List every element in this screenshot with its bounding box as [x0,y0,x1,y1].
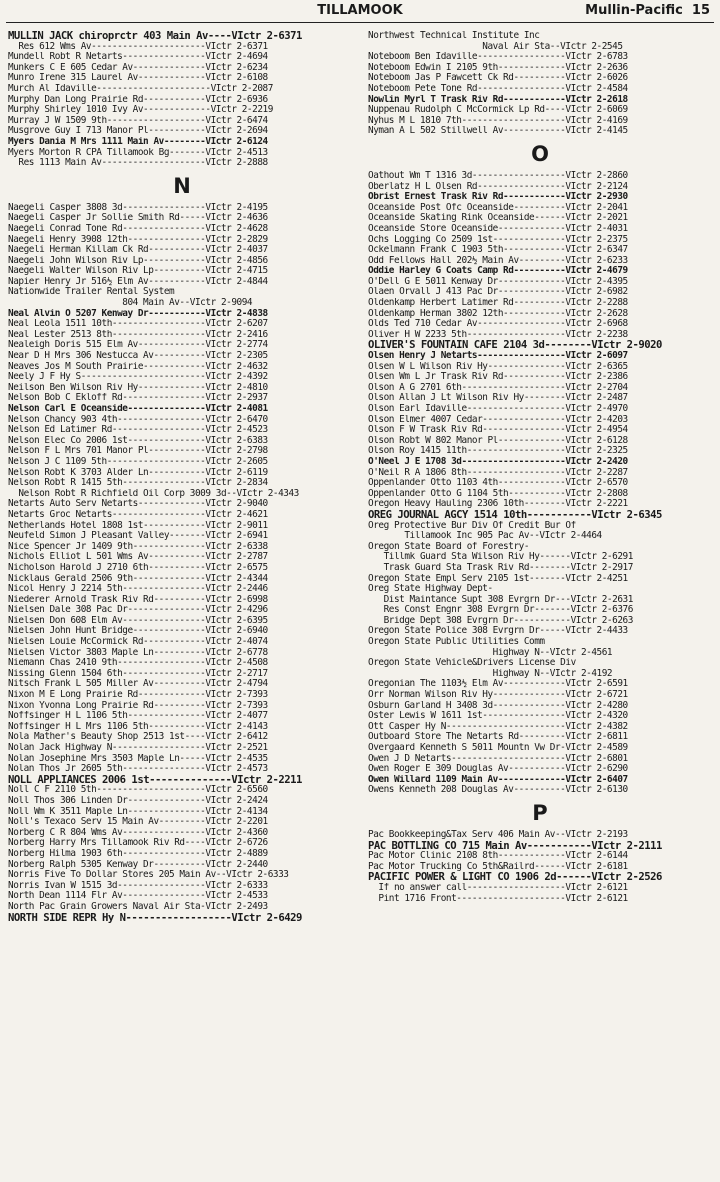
listing-entry: Outboard Store The Netarts Rd---------VIctr 2-6811 [368,732,628,743]
listing-entry: Naegeli Casper 3808 3d----------------VIctr 2-4195 [8,202,268,213]
listing-entry: Olson F W Trask Riv Rd----------------VIctr 2-4954 [368,425,628,436]
header-rule [6,22,714,23]
listing-entry: Noteboom Jas P Fawcett Ck Rd----------VIctr 2-6026 [368,73,628,84]
section-letter-heading: P [532,800,548,825]
listing-entry: Munro Irene 315 Laurel Av-------------VIctr 2-6108 [8,73,268,84]
listing-entry: Nyman A L 502 Stillwell Av------------VIctr 2-4145 [368,126,628,137]
listing-entry: Nelson Carl E Oceanside---------------VIctr 2-4081 [8,404,268,414]
listing-entry: Tillamook Inc 905 Pac Av--VIctr 2-4464 [368,531,602,542]
listing-entry: Naegeli Casper Jr Sollie Smith Rd-----VIctr 2-4636 [8,213,268,224]
listing-entry: Tillmk Guard Sta Wilson Riv Hy------VIctr 2-6291 [368,552,633,563]
listing-entry: Neufeld Simon J Pleasant Valley-------VIctr 2-6941 [8,531,268,542]
listing-entry: Niemann Chas 2410 9th-----------------VIctr 2-4508 [8,658,268,669]
listing-entry: Musgrove Guy I 713 Manor Pl-----------VIctr 2-2694 [8,126,268,137]
listing-entry: Olson Earl Idaville-------------------VIctr 2-4970 [368,404,628,414]
listing-entry: Oregon State Public Utilities Comm [368,637,545,648]
listing-entry: OLIVER'S FOUNTAIN CAFE 2104 3d--------VIctr 2-9020 [368,340,662,352]
listing-entry: Nissing Glenn 1504 6th----------------VIctr 2-2717 [8,668,268,679]
listing-entry: Nicol Henry J 2214 5th----------------VIctr 2-2446 [8,584,268,595]
listing-entry: Neal Alvin O 5207 Kenway Dr-----------VIctr 2-4838 [8,308,268,319]
listing-entry: Murphy Dan Long Prairie Rd------------VIctr 2-6936 [8,94,268,105]
listing-entry: Res 612 Wms Av----------------------VIctr 2-6371 [8,41,268,52]
listing-entry: Mundell Robt R Netarts----------------VIctr 2-4694 [8,52,268,63]
listing-entry: Pac Bookkeeping&Tax Serv 406 Main Av--VIctr 2-2193 [368,829,628,840]
listing-entry: Nelson Elec Co 2006 1st---------------VIctr 2-6383 [8,435,268,446]
listing-entry: PACIFIC POWER & LIGHT CO 1906 2d------VIctr 2-2526 [368,872,662,883]
listing-entry: Nolan Josephine Mrs 3503 Maple Ln-----VIctr 2-4535 [8,753,268,764]
listing-entry: Noll Thos 306 Linden Dr---------------VIctr 2-2424 [8,795,268,806]
listing-entry: Ochs Logging Co 2509 1st--------------VIctr 2-2375 [368,234,628,245]
listing-entry: Nelson Robt K 3703 Alder Ln-----------VIctr 2-6119 [8,467,268,478]
listing-entry: Murphy Shirley 1010 Ivy Av-------------VIctr 2-2219 [8,105,273,116]
listing-entry: O'Neel J E 1708 3d--------------------VIctr 2-2420 [368,456,628,467]
listing-entry: Olsen Wm L Jr Trask Riv Rd------------VIctr 2-2386 [368,372,628,383]
listing-entry: Oldenkamp Herman 3802 12th------------VIctr 2-2628 [368,308,628,319]
right-column [368,31,712,904]
listing-entry: Nolan Thos Jr 2605 5th----------------VIctr 2-4573 [8,764,268,775]
listing-entry: Nice Spencer Jr 1409 9th--------------VIctr 2-6338 [8,541,268,552]
listing-entry: Norberg Ralph 5305 Kenway Dr----------VIctr 2-2440 [8,859,268,870]
listing-entry: Naegeli Henry 3908 12th---------------VIctr 2-2829 [8,234,268,245]
listing-entry: Oregon State Police 308 Evrgrn Dr-----VIctr 2-4433 [368,626,628,637]
listing-entry: Naegeli John Wilson Riv Lp------------VIctr 2-4856 [8,255,268,266]
listing-entry: Olson Allan J Lt Wilson Riv Hy--------VIctr 2-2487 [368,393,628,404]
listing-entry: Olds Ted 710 Cedar Av-----------------VIctr 2-6968 [368,319,628,330]
page-range [585,3,710,18]
listing-entry: Noll Wm K 3511 Maple Ln---------------VIctr 2-4134 [8,806,268,817]
listing-entry: North Dean 1114 Flr Av----------------VIctr 2-4533 [8,891,268,902]
listing-entry: Nicklaus Gerald 2506 9th--------------VIctr 2-4344 [8,573,268,584]
listing-entry: Nelson J C 1109 5th-------------------VIctr 2-2605 [8,456,268,467]
listing-entry: Owen J D Netarts----------------------VIctr 2-6801 [368,753,628,764]
listing-entry: Trask Guard Sta Trask Riv Rd--------VIctr 2-2917 [368,562,633,573]
listing-entry: Odd Fellows Hall 202½ Main Av---------VIctr 2-6233 [368,255,628,266]
listing-entry: Neely J F Hy S------------------------VIctr 2-4392 [8,372,268,383]
listing-entry: Noteboom Edwin I 2105 9th-------------VIctr 2-2636 [368,62,628,73]
listing-entry: Noteboom Pete Tone Rd-----------------VIctr 2-4584 [368,83,628,94]
listing-entry: Highway N--VIctr 2-4192 [368,668,613,679]
listing-entry: Naegeli Herman Killam Ck Rd-----------VIctr 2-4037 [8,245,268,256]
listing-entry: Noffsinger H L 1106 5th---------------VIctr 2-4077 [8,711,268,722]
listing-entry: O'Dell G E 5011 Kenway Dr-------------VIctr 2-4395 [368,276,628,287]
listing-entry: Neal Leola 1511 10th------------------VIctr 2-6207 [8,319,268,330]
listing-entry: Nuppenau Rudolph C McCormick Lp Rd----VIctr 2-6069 [368,105,628,116]
listing-entry: Myers Dania M Mrs 1111 Main Av--------VIctr 2-6124 [8,136,268,147]
listing-entry: Nixon Yvonna Long Prairie Rd----------VIctr 2-7393 [8,700,268,711]
listing-entry: Oberlatz H L Olsen Rd-----------------VIctr 2-2124 [368,181,628,192]
listing-entry: Oathout Wm T 1316 3d------------------VIctr 2-2860 [368,170,628,181]
listing-entry: Nelson Robt R 1415 5th----------------VIctr 2-2834 [8,478,268,489]
listing-entry: Neaves Jos M South Prairie------------VIctr 2-4632 [8,361,268,372]
listing-entry: Norberg Harry Mrs Tillamook Riv Rd----VIctr 2-6726 [8,838,268,849]
listing-entry: Oldenkamp Herbert Latimer Rd----------VIctr 2-2288 [368,298,628,309]
listing-entry: Noteboom Ben Idaville-----------------VIctr 2-6783 [368,52,628,63]
listing-entry: Oppenlander Otto 1103 4th-------------VIctr 2-6570 [368,478,628,489]
listing-entry: Murray J W 1509 9th-------------------VIctr 2-6474 [8,115,268,126]
listing-entry: O'Neil R A 1806 8th-------------------VIctr 2-2287 [368,467,628,478]
listing-entry: Oreg Protective Bur Div Of Credit Bur Of [368,520,576,531]
listing-entry: Ott Casper Hy N-----------------------VIctr 2-4382 [368,721,628,732]
listing-entry: Olsen Henry J Netarts-----------------VIctr 2-6097 [368,351,628,362]
listing-entry: Oregon State Board of Forestry- [368,541,530,552]
section-letter-heading: N [173,173,191,198]
listing-entry: Oregonian The 1103½ Elm Av------------VIctr 2-6591 [368,679,628,690]
listing-entry: Olsen W L Wilson Riv Hy---------------VIctr 2-6365 [368,361,628,372]
listing-entry: Napier Henry Jr 516½ Elm Av-----------VIctr 2-4844 [8,276,268,287]
page-header [6,2,714,22]
listing-entry: NORTH SIDE REPR Hy N------------------VIctr 2-6429 [8,912,302,924]
listing-entry: Olson Robt W 802 Manor Pl-------------VIctr 2-6128 [368,435,628,446]
listing-entry: Nelson Robt R Richfield Oil Corp 3009 3d--VIctr 2-4343 [8,488,299,499]
listing-entry: Neal Lester 2513 8th------------------VIctr 2-2416 [8,329,268,340]
listing-entry: Noffsinger H L Mrs 1106 5th-----------VIctr 2-4143 [8,721,268,732]
listing-entry: Ockelmann Frank C 1903 5th------------VIctr 2-6347 [368,245,628,256]
listing-entry: 804 Main Av--VIctr 2-9094 [8,298,253,309]
listing-entry: Munkers C E 605 Cedar Av--------------VIctr 2-6234 [8,62,268,73]
town-name: TILLAMOOK [317,3,403,18]
listing-entry: Pac Motor Clinic 2108 8th-------------VIctr 2-6144 [368,851,628,862]
listing-entry: Norberg Hilma 1903 6th----------------VIctr 2-4889 [8,848,268,859]
listing-entry: Niederer Arnold Trask Riv Rd----------VIctr 2-6998 [8,594,268,605]
listing-entry: Murch Al Idaville----------------------VIctr 2-2087 [8,83,273,94]
listing-entry: Nyhus M L 1810 7th--------------------VIctr 2-4169 [368,115,628,126]
listing-entry: Nelson Chancy 903 4th-----------------VIctr 2-6470 [8,414,268,425]
listing-entry: Res Const Engnr 308 Evrgrn Dr-------VIctr 2-6376 [368,605,633,616]
listing-entry: Neilson Ben Wilson Riv Hy-------------VIctr 2-4810 [8,382,268,393]
listing-entry: PAC BOTTLING CO 715 Main Av-----------VIctr 2-2111 [368,840,662,852]
listing-entry: Norberg C R 804 Wms Av----------------VIctr 2-4360 [8,827,268,838]
listing-entry: Pac Motor Trucking Co 5th&Railrd------VIctr 2-6181 [368,861,628,872]
listing-entry: Oceanside Store Oceanside-------------VIctr 2-4031 [368,223,628,234]
name-range: Mullin-Pacific [585,3,683,18]
listing-entry: Nelson F L Mrs 701 Manor Pl-----------VIctr 2-2798 [8,446,268,457]
listing-entry: Oceanside Post Ofc Oceanside----------VIctr 2-2041 [368,202,628,213]
listing-entry: Owens Kenneth 208 Douglas Av----------VIctr 2-6130 [368,785,628,796]
listing-entry: Obrist Ernest Trask Riv Rd------------VIctr 2-2930 [368,192,628,203]
listing-entry: North Pac Grain Growers Naval Air Sta-VIctr 2-2493 [8,901,268,912]
listing-entry: Myers Morton R CPA Tillamook Bg-------VIctr 2-4513 [8,147,268,158]
listing-entry: Netarts Groc Netarts------------------VIctr 2-4621 [8,509,268,520]
listing-entry: Norris Ivan W 1515 3d-----------------VIctr 2-6333 [8,880,268,891]
listing-entry: MULLIN JACK chiroprctr 403 Main Av----VIctr 2-6371 [8,31,302,42]
listing-entry: Oster Lewis W 1611 1st----------------VIctr 2-4320 [368,711,628,722]
listing-entry: Olson Elmer 4007 Cedar----------------VIctr 2-4203 [368,414,628,425]
listing-entry: Olaen Orvall J 413 Pac Dr-------------VIctr 2-6982 [368,287,628,298]
listing-entry: Nolan Jack Highway N------------------VIctr 2-2521 [8,743,268,753]
listing-entry: Oregon Heavy Hauling 2306 10th--------VIctr 2-2221 [368,499,628,510]
listing-entry: Nola Mather's Beauty Shop 2513 1st----VIctr 2-6412 [8,732,268,743]
listing-entry: Oliver H W 2233 5th-------------------VIctr 2-2238 [368,329,628,340]
listing-entry: Dist Maintance Supt 308 Evrgrn Dr---VIctr 2-2631 [368,594,633,605]
listing-entry: If no answer call-------------------VIctr 2-6121 [368,882,628,893]
listing-entry: Nitsch Frank L 505 Miller Av----------VIctr 2-4794 [8,679,268,690]
listing-entry: Nationwide Trailer Rental System [8,287,175,298]
listing-entry: OREG JOURNAL AGCY 1514 10th-----------VIctr 2-6345 [368,509,662,521]
listing-entry: Nichols Elliot L 501 Wms Av-----------VIctr 2-2787 [8,552,268,563]
listing-entry: NOLL APPLIANCES 2006 1st--------------VIctr 2-2211 [8,774,302,786]
listing-entry: Nowlin Myrl T Trask Riv Rd------------VIctr 2-2618 [368,94,628,105]
left-column [8,31,356,923]
listing-entry: Oppenlander Otto G 1104 5th-----------VIctr 2-2808 [368,488,628,499]
listing-entry: Owen Willard 1109 Main Av-------------VIctr 2-6407 [368,774,628,785]
listing-entry: Nielsen Dale 308 Pac Dr---------------VIctr 2-4296 [8,605,268,616]
listing-entry: Norris Five To Dollar Stores 205 Main Av--VIctr 2-6333 [8,870,289,881]
listing-entry: Naval Air Sta--VIctr 2-2545 [368,41,623,52]
listing-entry: Orr Norman Wilson Riv Hy--------------VIctr 2-6721 [368,690,628,701]
listing-entry: Naegeli Walter Wilson Riv Lp----------VIctr 2-4715 [8,266,268,277]
listing-entry: Owen Roger E 309 Douglas Av-----------VIctr 2-6290 [368,764,628,775]
listing-entry: Noll C F 2110 5th---------------------VIctr 2-6560 [8,785,268,796]
listing-entry: Oddie Harley G Coats Camp Rd----------VIctr 2-4679 [368,266,628,277]
listing-entry: Nealeigh Doris 515 Elm Av-------------VIctr 2-2774 [8,340,268,351]
listing-entry: Nelson Bob C Ekloff Rd----------------VIctr 2-2937 [8,393,268,404]
listing-entry: Nielsen Louie McCormick Rd------------VIctr 2-4074 [8,637,268,648]
listing-entry: Northwest Technical Institute Inc [368,31,540,41]
listing-entry: Overgaard Kenneth S 5011 Mountn Vw Dr-VIctr 2-4589 [368,743,628,753]
listing-entry: Netherlands Hotel 1808 1st------------VIctr 2-9011 [8,520,268,531]
listing-entry: Pint 1716 Front---------------------VIctr 2-6121 [368,893,628,904]
listing-entry: Olson Roy 1415 11th-------------------VIctr 2-2325 [368,446,628,457]
listing-entry: Nielsen Victor 3803 Maple Ln----------VIctr 2-6778 [8,647,268,658]
listing-entry: Naegeli Conrad Tone Rd----------------VIctr 2-4628 [8,223,268,234]
page-number: 15 [691,3,710,18]
listing-entry: Res 1113 Main Av--------------------VIctr 2-2888 [8,158,268,169]
section-letter-heading: O [531,141,549,166]
listing-entry: Oregon State Empl Serv 2105 1st-------VIctr 2-4251 [368,573,628,584]
listing-entry: Nielsen John Hunt Bridge--------------VIctr 2-6940 [8,626,268,637]
listing-entry: Oregon State Vehicle&Drivers License Div [368,658,576,669]
listing-entry: Oceanside Skating Rink Oceanside------VIctr 2-2021 [368,213,628,224]
listing-entry: Highway N--VIctr 2-4561 [368,647,613,658]
listing-entry: Nixon M E Long Prairie Rd-------------VIctr 2-7393 [8,690,268,701]
listing-entry: Olson A G 2701 6th--------------------VIctr 2-2704 [368,382,628,393]
listing-entry: Oreg State Highway Dept- [368,584,493,595]
listing-entry: Netarts Auto Serv Netarts-------------VIctr 2-9040 [8,499,268,510]
listing-entry: Osburn Garland H 3408 3d--------------VIctr 2-4280 [368,700,628,711]
listing-entry: Nelson Ed Latimer Rd------------------VIctr 2-4523 [8,425,268,436]
listing-entry: Noll's Texaco Serv 15 Main Av---------VIctr 2-2201 [8,817,268,828]
listing-entry: Bridge Dept 308 Evrgrn Dr-----------VIctr 2-6263 [368,615,633,626]
listing-entry: Nielsen Don 608 Elm Av----------------VIctr 2-6395 [8,615,268,626]
listing-entry: Nicholson Harold J 2710 6th-----------VIctr 2-6575 [8,562,268,573]
listing-entry: Near D H Mrs 306 Nestucca Av----------VIctr 2-2305 [8,351,268,362]
